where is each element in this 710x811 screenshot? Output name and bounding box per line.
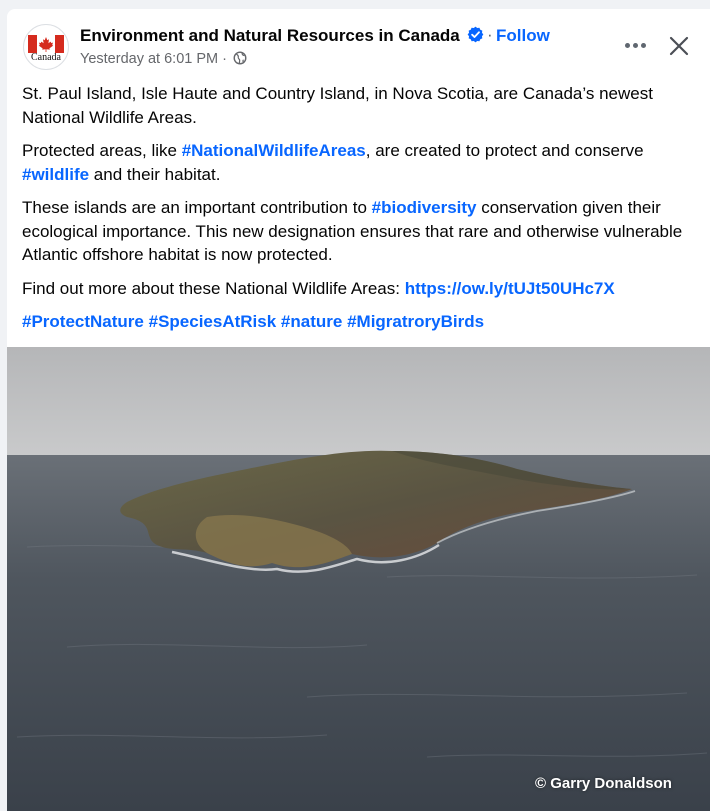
island-photo <box>7 347 710 811</box>
verified-badge-icon <box>467 26 484 43</box>
post-timestamp[interactable]: Yesterday at 6:01 PM <box>80 51 219 67</box>
page-name-link[interactable]: Environment and Natural Resources in Canada <box>80 26 460 45</box>
hashtag-link[interactable]: #SpeciesAtRisk <box>148 312 277 331</box>
photo-credit: © Garry Donaldson <box>535 775 672 792</box>
paragraph-text: and their habitat. <box>89 164 221 184</box>
paragraph-text: These islands are an important contribution to <box>22 198 372 217</box>
paragraph-text: Protected areas, like <box>22 141 182 160</box>
header-separator: · <box>487 25 493 44</box>
page-avatar[interactable] <box>23 24 69 70</box>
post-paragraph-2 <box>22 139 702 186</box>
hashtag-link[interactable]: #wildlife <box>22 164 90 184</box>
hashtag-link[interactable]: #MigratroryBirds <box>347 312 485 331</box>
globe-icon <box>233 51 247 65</box>
close-icon[interactable] <box>667 34 691 58</box>
hashtag-link[interactable]: #NationalWildlifeAreas <box>181 141 366 160</box>
post-paragraph-3 <box>22 196 702 267</box>
paragraph-text: St. Paul Island, Isle Haute and Country Island, in Nova Scotia, are Canada’s newest National Wildlife Areas. <box>22 84 653 127</box>
hashtag-link[interactable]: #nature <box>280 312 343 331</box>
post-body <box>22 82 702 344</box>
canada-flag-icon <box>28 35 64 53</box>
canada-wordmark: Canada <box>31 52 61 63</box>
paragraph-text: conservation given their ecological importance. This new designation ensures that rare and otherwise vulnerable Atlantic offshore habitat is now protected. <box>22 198 683 264</box>
post-paragraph-1 <box>22 82 702 129</box>
post-hashtags <box>22 310 702 334</box>
hashtag-link[interactable]: #ProtectNature <box>22 312 144 331</box>
hashtag-link[interactable]: #biodiversity <box>371 198 477 217</box>
post-paragraph-4 <box>22 277 702 301</box>
post-header <box>7 9 710 79</box>
external-link[interactable]: https://ow.ly/tUJt50UHc7X <box>404 278 615 298</box>
paragraph-text: , are created to protect and conserve <box>365 141 644 160</box>
post-card <box>7 9 710 811</box>
post-photo[interactable] <box>7 347 710 811</box>
follow-button[interactable]: Follow <box>496 26 550 45</box>
more-options-icon[interactable] <box>617 35 653 55</box>
paragraph-text: Find out more about these National Wildlife Areas: <box>22 278 405 298</box>
meta-separator: · <box>222 51 227 67</box>
post-meta <box>80 51 247 67</box>
